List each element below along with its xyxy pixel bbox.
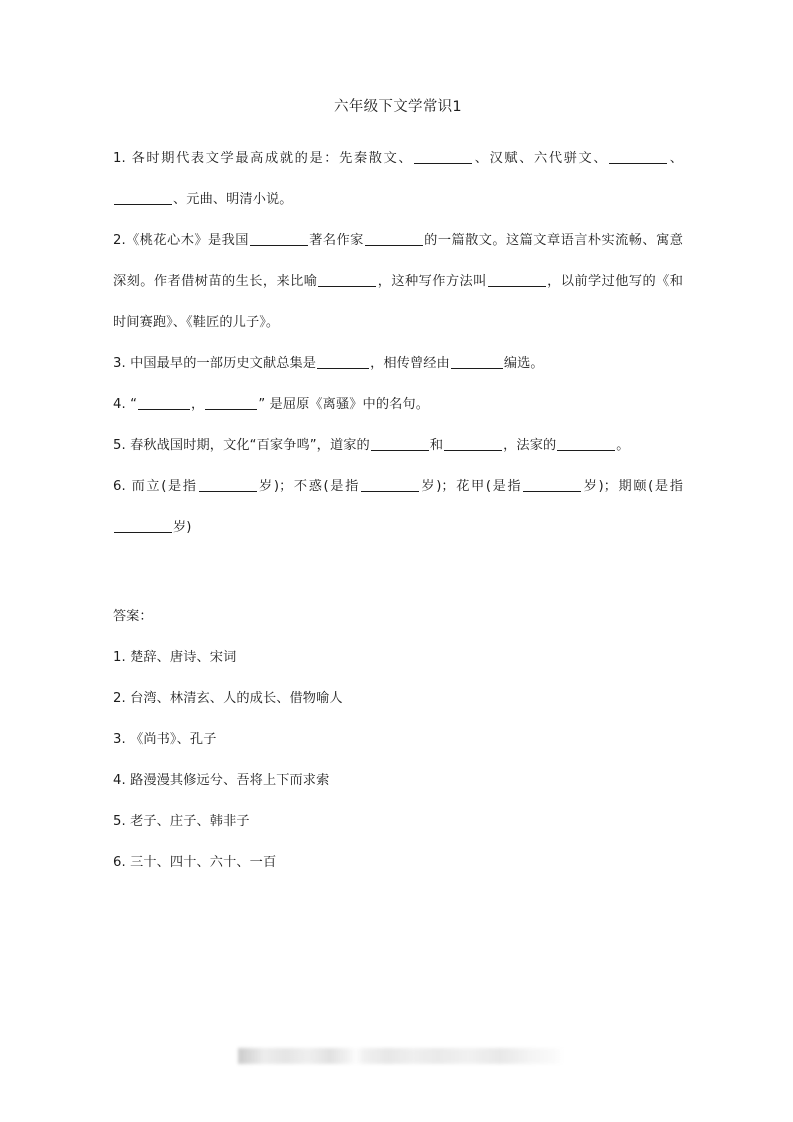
question-text: ，法家的 (503, 438, 557, 453)
question-text: 、元曲、明清小说。 (173, 192, 293, 207)
section-spacer (113, 548, 683, 596)
question-text: 和 (429, 438, 444, 453)
question-text: 5. 春秋战国时期，文化“百家争鸣”，道家的 (113, 438, 370, 453)
question-text: ，这种写作方法叫 (377, 274, 487, 289)
blank-field[interactable] (488, 274, 546, 287)
question-text: 岁)；期颐(是指 (582, 479, 684, 494)
question-text: 3. 中国最早的一部历史文献总集是 (113, 356, 317, 371)
question-text: ，相传曾经由 (370, 356, 450, 371)
page-title: 六年级下文学常识1 (334, 99, 462, 115)
answer-item-5: 5. 老子、庄子、韩非子 (113, 814, 250, 829)
question-item-2 (113, 220, 683, 343)
question-item-6 (113, 466, 683, 548)
blank-field[interactable] (414, 151, 472, 164)
answer-item-6: 6. 三十、四十、六十、一百 (113, 855, 277, 870)
question-text: 编选。 (503, 356, 544, 371)
question-text: ，以前学过他写的《和时间赛跑》、《鞋匠的儿子》。 (113, 274, 683, 330)
question-text: 2.《桃花心木》是我国 (113, 233, 249, 248)
question-text: ” 是屈原《离骚》中的名句。 (258, 397, 429, 412)
blank-field[interactable] (451, 356, 503, 369)
blank-field[interactable] (317, 356, 369, 369)
question-item-4 (113, 384, 683, 425)
answer-item-2: 2. 台湾、林清玄、人的成长、借物喻人 (113, 691, 343, 706)
question-text: 、汉赋、六代骈文、 (473, 151, 609, 166)
blank-field[interactable] (557, 438, 615, 451)
question-text: 岁)；花甲(是指 (419, 479, 523, 494)
blank-field[interactable] (205, 397, 257, 410)
answers-heading: 答案： (113, 609, 153, 624)
question-text: 1. 各时期代表文学最高成就的是： (113, 151, 340, 166)
blank-field[interactable] (365, 233, 423, 246)
question-text: 著名作家 (308, 233, 364, 248)
question-text: 先秦散文、 (339, 151, 414, 166)
question-text: 岁) (173, 520, 192, 535)
blank-field[interactable] (138, 397, 190, 410)
blank-field[interactable] (371, 438, 429, 451)
question-text: 4. “ (113, 397, 138, 412)
document-content (113, 96, 683, 883)
question-text: 的一篇散文。这篇文章语言朴实流畅、寓意深刻。作者借树苗的生长，来比喻 (113, 233, 683, 289)
redacted-watermark-band (238, 1048, 564, 1064)
blank-field[interactable] (361, 479, 419, 492)
blank-field[interactable] (114, 520, 172, 533)
blank-field[interactable] (609, 151, 667, 164)
question-item-3 (113, 343, 683, 384)
question-text: 6. 而立(是指 (113, 479, 198, 494)
answer-item-4: 4. 路漫漫其修远兮、吾将上下而求索 (113, 773, 330, 788)
question-item-1 (113, 138, 683, 220)
question-item-5 (113, 425, 683, 466)
blank-field[interactable] (444, 438, 502, 451)
blank-field[interactable] (114, 192, 172, 205)
question-text: 、 (668, 151, 683, 166)
blank-field[interactable] (523, 479, 581, 492)
question-text: 岁)；不惑(是指 (257, 479, 360, 494)
blank-field[interactable] (199, 479, 257, 492)
answer-item-3: 3. 《尚书》、孔子 (113, 732, 217, 747)
question-text: ， (191, 397, 205, 412)
blank-field[interactable] (250, 233, 308, 246)
question-text: 。 (616, 438, 630, 453)
answer-item-1: 1. 楚辞、唐诗、宋词 (113, 650, 237, 665)
blank-field[interactable] (318, 274, 376, 287)
